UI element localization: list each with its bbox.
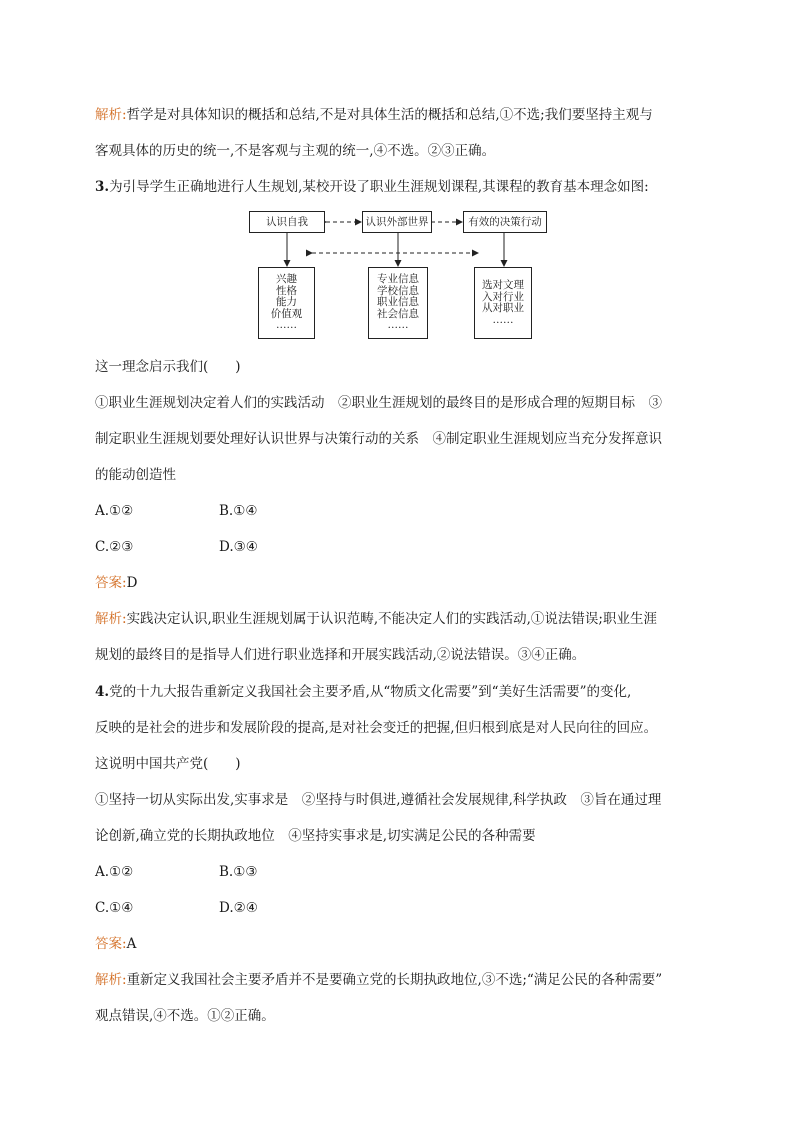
detail-item: 社会信息	[377, 307, 419, 320]
detail-item: 学校信息	[377, 284, 419, 297]
q4-statements-line2: 论创新,确立党的长期执政地位 ④坚持实事求是,切实满足公民的各种需要	[95, 828, 536, 844]
analysis-label: 解析:	[95, 107, 127, 123]
answer-label: 答案:	[95, 936, 127, 952]
q3-statements-line1: ①职业生涯规划决定着人们的实践活动 ②职业生涯规划的最终目的是形成合理的短期目标 ③	[95, 395, 662, 411]
detail-item: 能力	[276, 296, 297, 308]
question-number: 4.	[95, 684, 110, 700]
answer-value: D	[126, 575, 138, 591]
answer-label: 答案:	[95, 575, 127, 591]
q4-analysis-line1: 解析:重新定义我国社会主要矛盾并不是要确立党的长期执政地位,③不选;“满足公民的各种需要”	[95, 972, 663, 988]
box-know-world: 认识外部世界	[362, 211, 432, 233]
q4-option-a[interactable]: A.①②	[95, 864, 134, 880]
q4-answer	[95, 935, 136, 953]
detail-item: ……	[276, 319, 297, 331]
q4-prompt: 这说明中国共产党( )	[95, 756, 241, 772]
detail-item: 兴趣	[276, 273, 297, 285]
q3-option-a[interactable]: A.①②	[95, 503, 134, 519]
box-world-details	[368, 267, 428, 339]
detail-item: 性格	[276, 284, 297, 297]
q4-option-b[interactable]: B.①③	[219, 864, 258, 880]
q3-option-b[interactable]: B.①④	[219, 503, 258, 519]
detail-item: 选对文理	[482, 279, 524, 291]
q3-statements-line3: 的能动创造性	[95, 467, 176, 483]
q3-stem: 3.为引导学生正确地进行人生规划,某校开设了职业生涯规划课程,其课程的教育基本理念如图:	[95, 179, 649, 195]
q3-analysis-line1: 解析:实践决定认识,职业生涯规划属于认识范畴,不能决定人们的实践活动,①说法错误;职业生涯	[95, 611, 657, 627]
q4-analysis-line2: 观点错误,④不选。①②正确。	[95, 1008, 275, 1024]
detail-item: 入对行业	[482, 290, 524, 303]
detail-item: ……	[387, 319, 409, 331]
q3-statements-line2: 制定职业生涯规划要处理好认识世界与决策行动的关系 ④制定职业生涯规划应当充分发挥意识	[95, 431, 662, 447]
answer-value: A	[126, 936, 137, 952]
detail-item: ……	[492, 313, 514, 326]
analysis-label: 解析:	[95, 972, 127, 988]
box-self-details	[258, 267, 315, 339]
q3-analysis-line2: 规划的最终目的是指导人们进行职业选择和开展实践活动,②说法错误。③④正确。	[95, 647, 586, 663]
analysis-label: 解析:	[95, 611, 127, 627]
q4-stem-line2: 反映的是社会的进步和发展阶段的提高,是对社会变迁的把握,但归根到底是对人民向往的回应。	[95, 720, 658, 736]
detail-item: 职业信息	[377, 296, 419, 308]
detail-item: 价值观	[270, 307, 303, 320]
detail-item: 从对职业	[482, 302, 524, 314]
box-action-details	[474, 267, 532, 339]
q3-prompt: 这一理念启示我们( )	[95, 359, 241, 375]
q3-answer	[95, 574, 137, 592]
q2-analysis-line2: 客观具体的历史的统一,不是客观与主观的统一,④不选。②③正确。	[95, 143, 496, 159]
q4-option-c[interactable]: C.①④	[95, 900, 134, 916]
question-number: 3.	[95, 179, 110, 195]
q4-stem-line1: 4.党的十九大报告重新定义我国社会主要矛盾,从“物质文化需要”到“美好生活需要”的变化,	[95, 684, 632, 700]
q3-option-d[interactable]: D.③④	[219, 539, 258, 555]
q4-option-d[interactable]: D.②④	[219, 900, 258, 916]
q2-analysis-line1: 解析:哲学是对具体知识的概括和总结,不是对具体生活的概括和总结,①不选;我们要坚持主观与	[95, 107, 653, 123]
box-decision-action: 有效的决策行动	[463, 211, 547, 233]
detail-item: 专业信息	[377, 273, 419, 285]
box-know-self: 认识自我	[249, 211, 325, 233]
q3-option-c[interactable]: C.②③	[95, 539, 134, 555]
q4-statements-line1: ①坚持一切从实际出发,实事求是 ②坚持与时俱进,遵循社会发展规律,科学执政 ③旨在通过理	[95, 792, 662, 808]
